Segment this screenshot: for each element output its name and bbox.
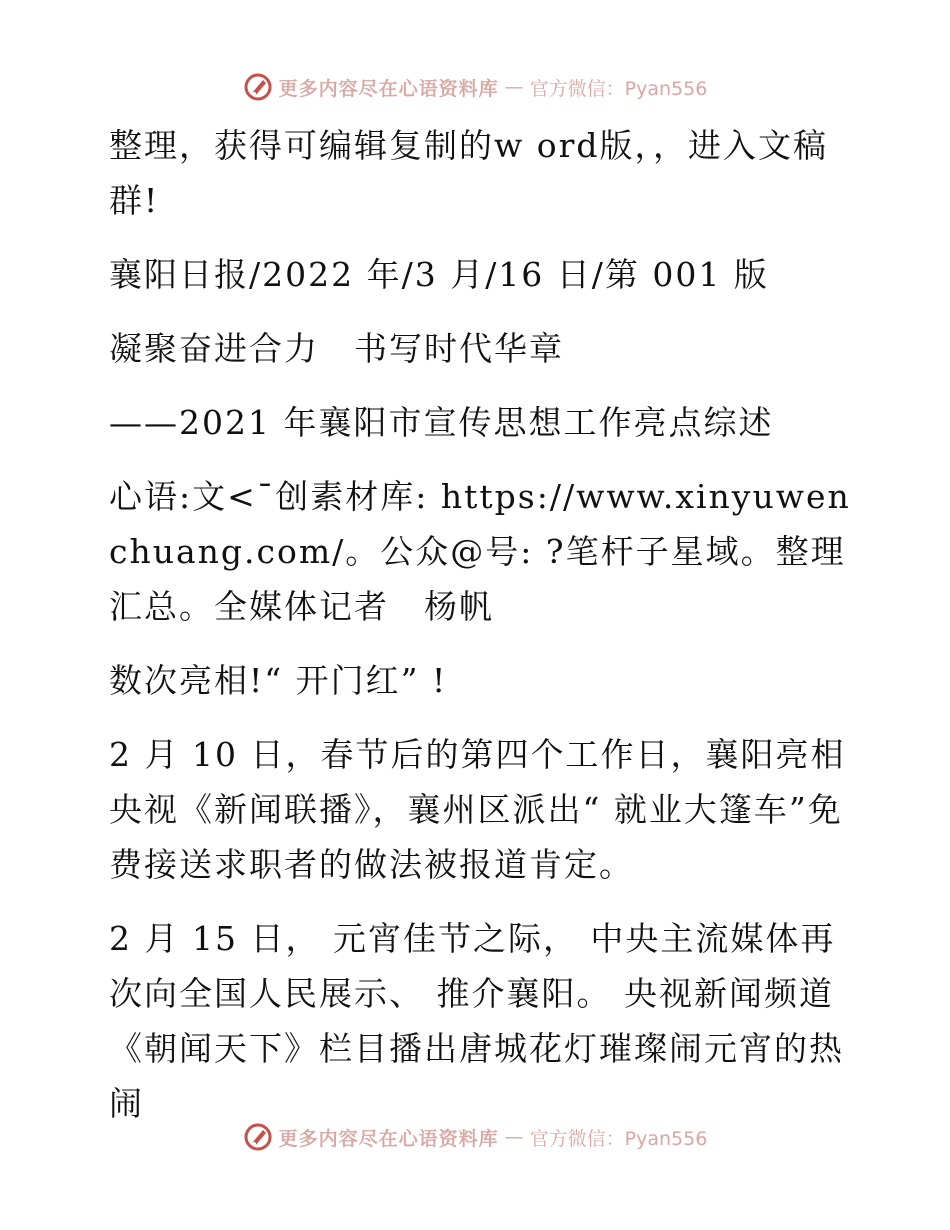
banner-wechat: 官方微信：Pyan556: [529, 1127, 708, 1150]
paragraph-body: 2 月 10 日，春节后的第四个工作日，襄阳亮相央视《新闻联播》，襄州区派出“ 就业大篷车”免费接送求职者的做法被报道肯定。: [109, 735, 846, 884]
article-title: 凝聚奋进合力 书写时代华章: [109, 329, 564, 368]
footer-watermark-banner: [0, 1122, 950, 1152]
section-heading: 数次亮相!“ 开门红” !: [109, 661, 448, 700]
paragraph-intro: 整理，获得可编辑复制的w ord版，，进入文稿群!: [109, 126, 829, 220]
banner-wechat: 官方微信：Pyan556: [529, 77, 708, 100]
article-subtitle: ——2021 年襄阳市宣传思想工作亮点综述: [109, 403, 774, 442]
header-watermark-banner: [0, 72, 950, 102]
document-body: [97, 118, 857, 1150]
banner-separator: —: [504, 1126, 524, 1148]
paragraph-byline: 心语:文<¯创素材库: https://www.xinyuwenchuang.com/。公众@号: ?笔杆子星域。整理汇总。全媒体记者 杨帆: [109, 477, 851, 626]
banner-text: 更多内容尽在心语资料库: [278, 77, 499, 100]
banner-separator: —: [504, 76, 524, 98]
paragraph-body: 2 月 15 日， 元宵佳节之际， 中央主流媒体再次向全国人民展示、 推介襄阳。 央视新闻频道《朝闻天下》栏目播出唐城花灯璀璨闹元宵的热闹: [109, 919, 844, 1123]
pen-logo-icon: [243, 72, 273, 102]
pen-logo-icon: [243, 1122, 273, 1152]
paragraph-source: 襄阳日报/2022 年/3 月/16 日/第 001 版: [109, 255, 769, 294]
banner-text: 更多内容尽在心语资料库: [278, 1127, 499, 1150]
